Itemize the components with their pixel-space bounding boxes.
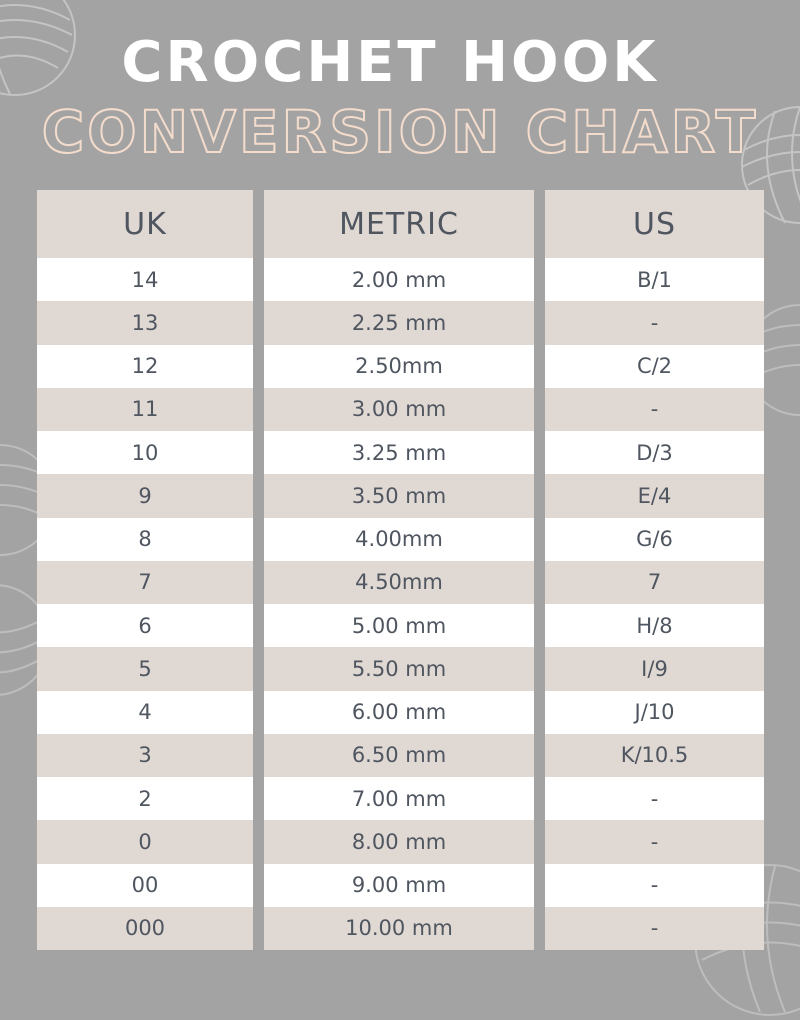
table-cell: 10 — [37, 431, 253, 474]
table-cell: 2 — [37, 777, 253, 820]
table-cell: 6 — [37, 604, 253, 647]
table-cell: 2.50mm — [264, 345, 534, 388]
table-cell: 3 — [37, 734, 253, 777]
table-cell: I/9 — [545, 647, 764, 690]
table-cell: H/8 — [545, 604, 764, 647]
table-cell: 7 — [545, 561, 764, 604]
table-cell: D/3 — [545, 431, 764, 474]
table-cell: 3.25 mm — [264, 431, 534, 474]
table-cell: 5.00 mm — [264, 604, 534, 647]
table-cell: 14 — [37, 258, 253, 301]
table-cell: 5 — [37, 647, 253, 690]
table-cell: K/10.5 — [545, 734, 764, 777]
title-line-1: CROCHET HOOK — [121, 30, 659, 95]
table-cell: 10.00 mm — [264, 907, 534, 950]
table-cell: 8.00 mm — [264, 820, 534, 863]
table-cell: 9.00 mm — [264, 864, 534, 907]
table-cell: 2.25 mm — [264, 301, 534, 344]
table-cell: C/2 — [545, 345, 764, 388]
table-cell: - — [545, 301, 764, 344]
table-cell: - — [545, 820, 764, 863]
table-cell: 11 — [37, 388, 253, 431]
table-cell: 4 — [37, 691, 253, 734]
table-cell: J/10 — [545, 691, 764, 734]
table-cell: 6.50 mm — [264, 734, 534, 777]
column-header: UK — [37, 190, 253, 258]
column-us — [545, 190, 764, 950]
table-cell: 8 — [37, 518, 253, 561]
table-cell: 6.00 mm — [264, 691, 534, 734]
table-cell: 7 — [37, 561, 253, 604]
table-cell: 0 — [37, 820, 253, 863]
table-cell: - — [545, 777, 764, 820]
column-header: US — [545, 190, 764, 258]
table-cell: - — [545, 907, 764, 950]
table-cell: 9 — [37, 474, 253, 517]
table-cell: - — [545, 864, 764, 907]
table-cell: B/1 — [545, 258, 764, 301]
table-cell: 12 — [37, 345, 253, 388]
table-cell: 00 — [37, 864, 253, 907]
table-cell: 3.00 mm — [264, 388, 534, 431]
table-cell: E/4 — [545, 474, 764, 517]
column-metric — [264, 190, 534, 950]
column-header: METRIC — [264, 190, 534, 258]
table-cell: 4.50mm — [264, 561, 534, 604]
table-cell: 4.00mm — [264, 518, 534, 561]
table-cell: 13 — [37, 301, 253, 344]
table-cell: 2.00 mm — [264, 258, 534, 301]
table-cell: 7.00 mm — [264, 777, 534, 820]
table-cell: 3.50 mm — [264, 474, 534, 517]
table-cell: G/6 — [545, 518, 764, 561]
table-cell: - — [545, 388, 764, 431]
table-cell: 000 — [37, 907, 253, 950]
title-line-2: CONVERSION CHART — [41, 98, 759, 166]
table-cell: 5.50 mm — [264, 647, 534, 690]
column-uk — [37, 190, 253, 950]
